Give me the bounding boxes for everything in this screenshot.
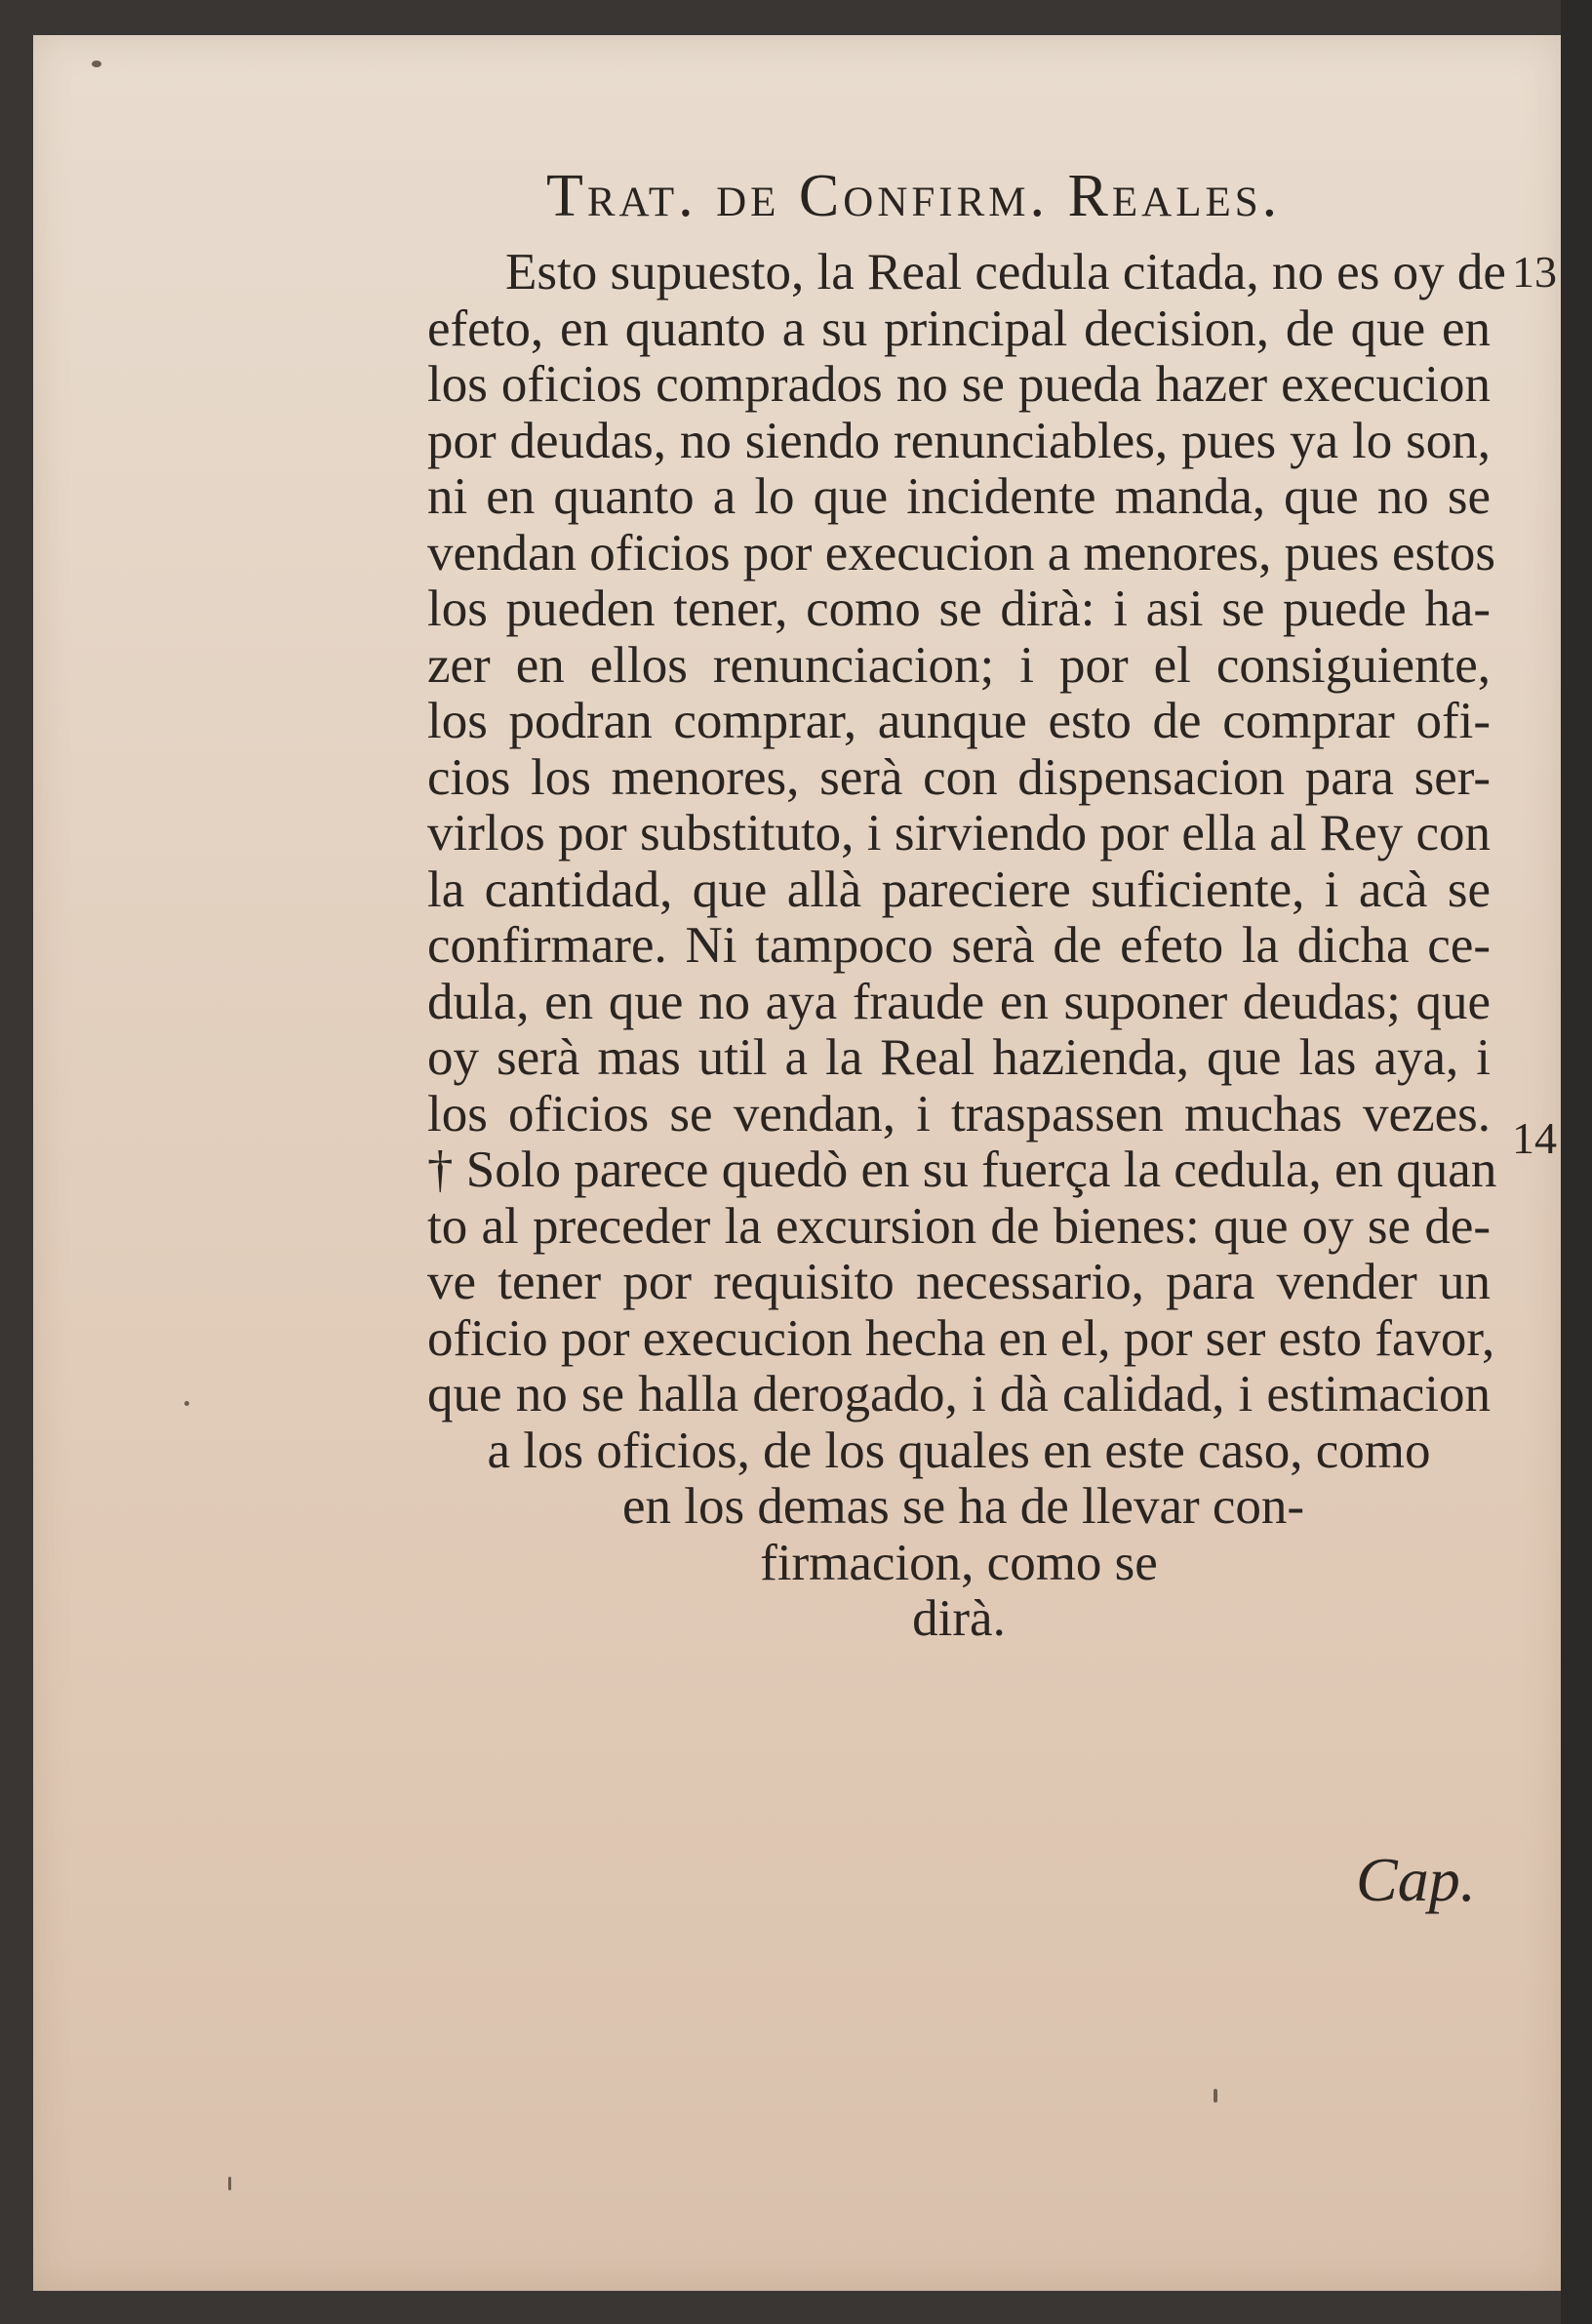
text-line: zer en ellos renunciacion; i por el consiguiente, [427, 636, 1491, 694]
text-line: la cantidad, que allà pareciere suficiente, i acà se [427, 861, 1491, 918]
text-line: efeto, en quanto a su principal decision, de que en [427, 300, 1491, 357]
text-line: los oficios se vendan, i traspassen muchas vezes. [427, 1085, 1491, 1142]
text-line: que no se halla derogado, i dà calidad, i estimacion [427, 1366, 1491, 1422]
text-line: ni en quanto a lo que incidente manda, que no se [427, 468, 1491, 525]
text-line: por deudas, no siendo renunciables, pues ya lo son, [427, 412, 1491, 469]
text-line: firmacion, como se [760, 1534, 1158, 1591]
ink-speck [92, 60, 101, 67]
text-line: los podran comprar, aunque esto de comprar ofi- [427, 693, 1491, 749]
running-header: Trat. de Confirm. Reales. [546, 163, 1282, 229]
text-line: virlos por substituto, i sirviendo por ella al Rey con [427, 805, 1491, 861]
ink-speck [228, 2177, 231, 2190]
text-line: dula, en que no aya fraude en suponer deudas; que [427, 973, 1491, 1030]
text-line: to al preceder la excursion de bienes: que oy se de- [427, 1197, 1491, 1255]
margin-number: 14 [1512, 1113, 1557, 1163]
text-line: Esto supuesto, la Real cedula citada, no es oy de [505, 244, 1506, 301]
catchword: Cap. [1356, 1845, 1476, 1914]
text-line: † Solo parece quedò en su fuerça la cedula, en quan [427, 1142, 1497, 1198]
text-line: ve tener por requisito necessario, para vender un [427, 1254, 1491, 1310]
text-line: los pueden tener, como se dirà: i asi se puede ha- [427, 581, 1491, 637]
book-edge [1561, 0, 1592, 2324]
text-line: oficio por execucion hecha en el, por ser esto favor, [427, 1309, 1495, 1367]
margin-number: 13 [1512, 247, 1557, 297]
text-line: vendan oficios por execucion a menores, pues estos [427, 524, 1495, 581]
text-line: en los demas se ha de llevar con- [622, 1478, 1305, 1535]
ink-speck [184, 1401, 189, 1406]
text-line: cios los menores, serà con dispensacion para ser- [427, 748, 1491, 806]
text-line: los oficios comprados no se pueda hazer execucion [427, 356, 1491, 413]
ink-speck [1214, 2089, 1217, 2103]
text-line: dirà. [912, 1590, 1006, 1647]
text-line: confirmare. Ni tampoco serà de efeto la dicha ce- [427, 917, 1491, 974]
text-line: oy serà mas util a la Real hazienda, que las aya, i [427, 1029, 1491, 1086]
text-line: a los oficios, de los quales en este caso, como [487, 1422, 1431, 1479]
